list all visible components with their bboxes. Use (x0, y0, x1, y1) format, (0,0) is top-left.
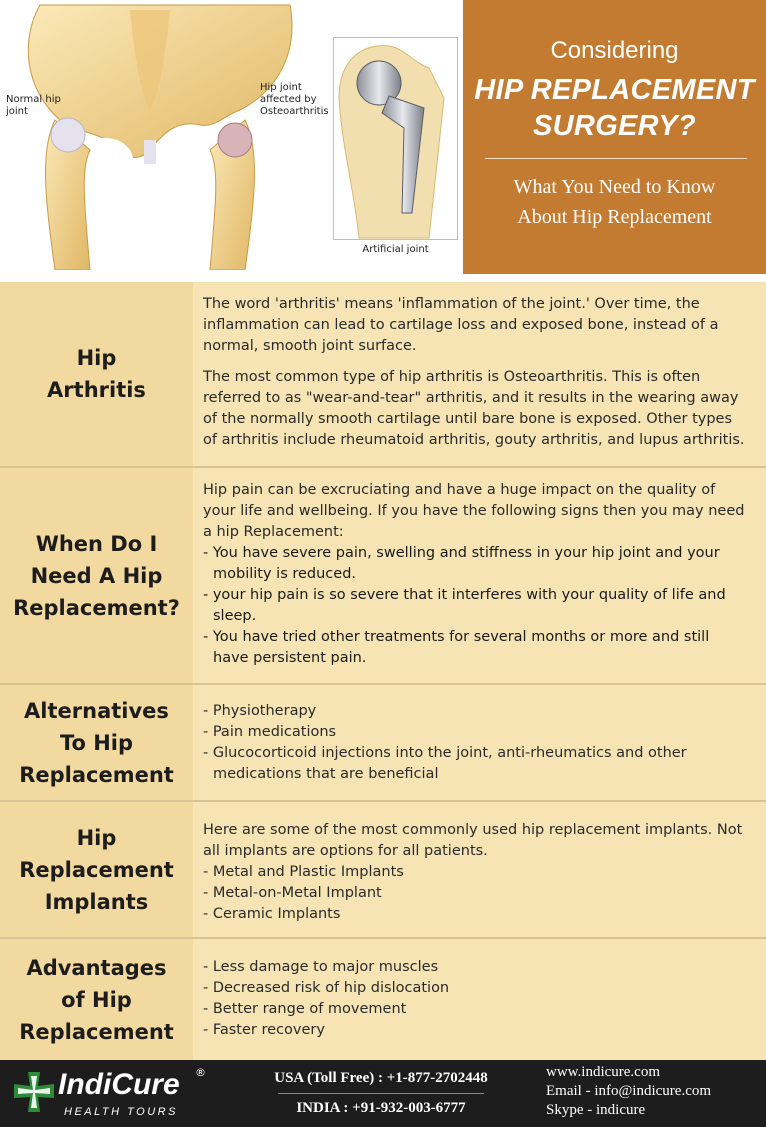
heading-line: of Hip (61, 987, 132, 1012)
heading-line: Replacement (19, 857, 174, 882)
section-body (193, 282, 766, 466)
section-when-do-i-need (0, 468, 766, 683)
list-item: - Better range of movement (203, 1001, 407, 1017)
title-divider (485, 158, 747, 159)
brand-name: IndiCure (58, 1068, 180, 1101)
email-link[interactable]: Email - info@indicure.com (546, 1083, 712, 1099)
list-item: - You have severe pain, swelling and stiffness in your hip joint and your mobility is reduced. (203, 545, 720, 582)
paragraph: The word 'arthritis' means 'inflammation of the joint.' Over time, the inflammation can lead to cartilage loss and exposed bone, instead of a normal, smooth joint surface. (203, 296, 719, 354)
paragraph: The most common type of hip arthritis is Osteoarthritis. This is often referred to as "wear-and-tear" arthritis, and it results in the wearing away of the normally smooth cartilage until bare bone is exposed. Other types of arthritis include rheumatoid arthritis, gouty arthritis, and lupus arthritis. (203, 369, 745, 448)
section-body (193, 802, 766, 937)
heading-line: Hip (76, 825, 117, 850)
paragraph: Hip pain can be excruciating and have a huge impact on the quality of your life and wellbeing. If you have the following signs then you may need a hip Replacement: (203, 482, 745, 540)
list-item: - Ceramic Implants (203, 906, 341, 922)
list-item: - Faster recovery (203, 1022, 325, 1038)
section-heading (47, 342, 146, 406)
india-phone[interactable]: INDIA : +91-932-003-6777 (296, 1100, 466, 1116)
subtitle-line-2: About Hip Replacement (517, 206, 712, 228)
list-item: - Pain medications (203, 724, 337, 740)
heading-line: Hip (76, 346, 117, 370)
section-heading-panel (0, 685, 193, 800)
footer (0, 1060, 766, 1127)
usa-phone[interactable]: USA (Toll Free) : +1-877-2702448 (274, 1070, 488, 1086)
list-item: - Metal-on-Metal Implant (203, 885, 382, 901)
subtitle (463, 172, 766, 232)
artificial-joint-image (333, 37, 458, 240)
brand-tagline: HEALTH TOURS (64, 1106, 178, 1118)
section-heading-panel (0, 802, 193, 937)
list-item: - Metal and Plastic Implants (203, 864, 404, 880)
title-panel (463, 0, 766, 274)
title-line-hip-replacement: HIP REPLACEMENT (474, 74, 755, 106)
section-heading-panel (0, 939, 193, 1060)
indicure-logo[interactable] (12, 1066, 232, 1124)
title-hip-replacement (463, 72, 766, 144)
heading-line: Advantages (26, 955, 167, 980)
section-heading (19, 822, 174, 918)
section-heading-panel (0, 282, 193, 466)
section-heading-panel (0, 468, 193, 683)
heading-line: When Do I (35, 531, 158, 556)
contact-links (546, 1063, 711, 1120)
heading-line: Implants (44, 889, 149, 914)
phone-numbers (250, 1060, 512, 1127)
heading-line: Need A Hip (30, 563, 163, 588)
section-body (193, 939, 766, 1060)
section-implants (0, 802, 766, 937)
label-affected-hip: Hip joint affected by Osteoarthritis (260, 82, 329, 117)
heading-line: Replacement (19, 762, 174, 787)
heading-line: To Hip (59, 730, 134, 755)
label-normal-hip: Normal hip joint (6, 94, 61, 117)
pelvis-illustration (0, 0, 340, 270)
heading-line: Replacement (19, 1019, 174, 1044)
website-link[interactable]: www.indicure.com (546, 1064, 660, 1080)
list-item: - Less damage to major muscles (203, 959, 439, 975)
list-item: - You have tried other treatments for several months or more and still have persistent pain. (203, 629, 710, 666)
plus-cross-icon (12, 1070, 56, 1114)
heading-line: Replacement? (13, 595, 180, 620)
list-item: - your hip pain is so severe that it interferes with your quality of life and sleep. (203, 587, 726, 624)
list-item: - Decreased risk of hip dislocation (203, 980, 450, 996)
section-hip-arthritis (0, 282, 766, 466)
phone-divider (278, 1093, 484, 1094)
heading-line: Alternatives (24, 698, 169, 723)
title-line-surgery: SURGERY? (532, 110, 696, 142)
hero-banner (0, 0, 766, 282)
section-advantages (0, 939, 766, 1060)
list-item: - Glucocorticoid injections into the joint, anti-rheumatics and other medications that are beneficial (203, 745, 687, 782)
registered-mark: ® (195, 1066, 206, 1079)
heading-line: Arthritis (47, 378, 146, 402)
hip-implant-illustration (334, 38, 457, 239)
section-body (193, 468, 766, 683)
section-alternatives (0, 685, 766, 800)
paragraph: Here are some of the most commonly used hip replacement implants. Not all implants are options for all patients. (203, 822, 743, 859)
title-considering: Considering (550, 37, 679, 64)
label-artificial-joint: Artificial joint (362, 244, 429, 255)
section-heading (19, 695, 174, 791)
skype-id[interactable]: Skype - indicure (546, 1102, 646, 1118)
subtitle-line-1: What You Need to Know (513, 176, 716, 198)
section-body (193, 685, 766, 800)
section-heading (13, 528, 180, 624)
list-item: - Physiotherapy (203, 703, 317, 719)
section-heading (19, 952, 174, 1048)
